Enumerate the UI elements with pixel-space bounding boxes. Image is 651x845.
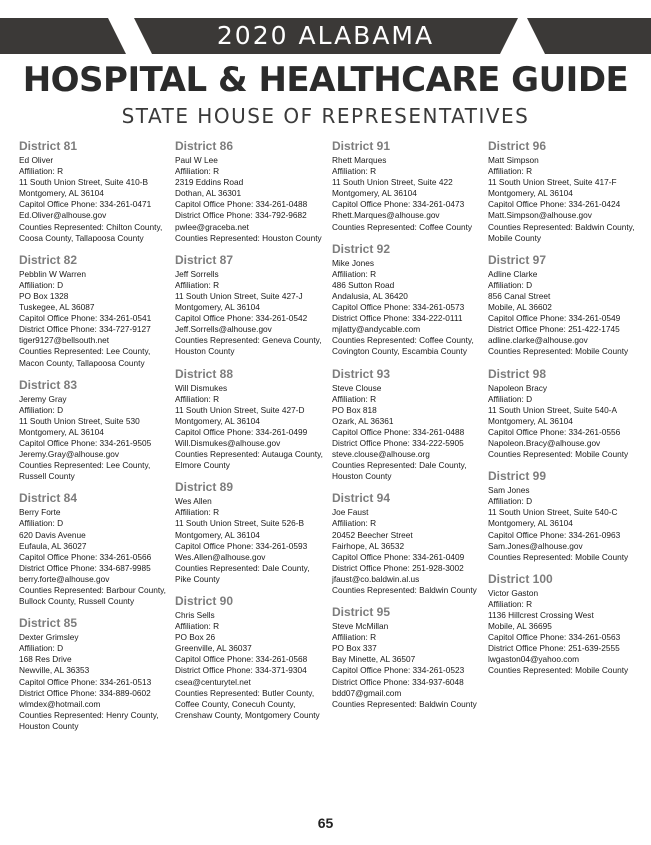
district-detail-line: Capitol Office Phone: 334-261-0523 xyxy=(332,665,465,676)
district-listing xyxy=(19,139,644,819)
district-column xyxy=(19,139,169,741)
district-entry xyxy=(19,139,169,244)
district-detail-line: Counties Represented: Lee County, Russell County xyxy=(19,460,151,482)
district-entry xyxy=(488,572,638,677)
district-entry xyxy=(332,367,482,483)
district-detail-line: Capitol Office Phone: 334-261-0513 xyxy=(19,676,152,687)
district-detail-line: 11 South Union Street, Suite 427-D xyxy=(175,404,305,415)
email-address[interactable]: Will.Dismukes@alhouse.gov xyxy=(175,437,281,448)
district-detail-line: Affiliation: D xyxy=(488,496,533,507)
district-detail-line: Affiliation: R xyxy=(175,279,220,290)
district-detail-line: Montgomery, AL 36104 xyxy=(175,529,260,540)
district-detail-line: Fairhope, AL 36532 xyxy=(332,540,405,551)
district-detail-line: Steve McMillan xyxy=(332,621,389,632)
district-detail-line: Capitol Office Phone: 334-261-0563 xyxy=(488,632,621,643)
district-entry xyxy=(488,139,638,244)
district-detail-line: Joe Faust xyxy=(332,507,369,518)
district-detail-line: Counties Represented: Butler County, Coffee County, Conecuh County, Crenshaw County, Montgomery County xyxy=(175,687,320,720)
district-detail-line: Counties Represented: Mobile County xyxy=(488,346,629,357)
district-detail-line: 11 South Union Street, Suite 417-F xyxy=(488,177,617,188)
district-entry xyxy=(332,491,482,596)
district-detail-line: Counties Represented: Geneva County, Houston County xyxy=(175,335,322,357)
district-detail-line: Chris Sells xyxy=(175,610,215,620)
district-detail-line: Counties Represented: Dale County, Pike County xyxy=(175,562,310,584)
district-detail-line: Wes Allen xyxy=(175,496,212,507)
email-address[interactable]: adline.clarke@alhouse.gov xyxy=(488,335,588,346)
district-detail-line: Counties Represented: Baldwin County xyxy=(332,698,477,709)
district-detail-line: Capitol Office Phone: 334-261-0541 xyxy=(19,313,152,324)
district-title: District 93 xyxy=(332,366,391,381)
district-title: District 85 xyxy=(19,616,78,631)
district-detail-line: Capitol Office Phone: 334-261-0566 xyxy=(19,551,152,562)
district-detail-line: Bay Minette, AL 36507 xyxy=(332,654,416,665)
district-detail-line: Affiliation: D xyxy=(488,279,533,290)
district-detail-line: Capitol Office Phone: 334-261-0473 xyxy=(332,199,465,210)
district-detail-line: Counties Represented: Baldwin County, Mobile County xyxy=(488,221,635,243)
district-detail-line: PO Box 337 xyxy=(332,643,377,654)
district-entry xyxy=(488,367,638,461)
district-detail-line: Victor Gaston xyxy=(488,587,539,598)
district-entry xyxy=(19,491,169,607)
district-detail-line: 20452 Beecher Street xyxy=(332,529,413,540)
district-detail-line: 11 South Union Street, Suite 422 xyxy=(332,177,453,188)
district-detail-line: Affiliation: D xyxy=(19,279,64,290)
district-title: District 94 xyxy=(332,491,391,506)
district-detail-line: Counties Represented: Baldwin County xyxy=(332,585,477,595)
district-detail-line: 11 South Union Street, Suite 540-A xyxy=(488,404,617,415)
district-detail-line: Montgomery, AL 36104 xyxy=(175,302,260,313)
district-detail-line: Ozark, AL 36361 xyxy=(332,415,394,426)
district-detail-line: Mike Jones xyxy=(332,257,374,268)
district-detail-line: Capitol Office Phone: 334-261-0573 xyxy=(332,302,465,313)
district-detail-line: Capitol Office Phone: 334-261-0963 xyxy=(488,529,621,540)
page-number: 65 xyxy=(317,815,334,831)
district-detail-line: District Office Phone: 334-889-0602 xyxy=(19,687,151,698)
district-detail-line: Tuskegee, AL 36087 xyxy=(19,302,95,313)
district-detail-line: Affiliation: D xyxy=(19,404,64,415)
district-detail-line: 486 Sutton Road xyxy=(332,279,395,290)
district-detail-line: Montgomery, AL 36104 xyxy=(488,188,573,199)
district-detail-line: Counties Represented: Henry County, Houston County xyxy=(19,709,159,731)
district-detail-line: PO Box 26 xyxy=(175,632,216,643)
district-detail-line: Rhett Marques xyxy=(332,155,387,165)
district-detail-line: District Office Phone: 251-928-3002 xyxy=(332,562,464,573)
district-detail-line: Capitol Office Phone: 334-261-0542 xyxy=(175,313,308,324)
district-detail-line: Steve Clouse xyxy=(332,382,382,393)
district-column xyxy=(488,139,638,686)
district-detail-line: PO Box 818 xyxy=(332,404,377,415)
district-detail-line: Eufaula, AL 36027 xyxy=(19,540,87,551)
district-detail-line: District Office Phone: 334-937-6048 xyxy=(332,676,464,687)
district-detail-line: Andalusia, AL 36420 xyxy=(332,290,408,301)
district-entry xyxy=(175,594,325,721)
district-detail-line: Mobile, AL 36695 xyxy=(488,621,552,632)
district-detail-line: Mobile, AL 36602 xyxy=(488,302,552,313)
district-detail-line: Dothan, AL 36301 xyxy=(175,188,242,199)
district-detail-line: 11 South Union Street, Suite 526-B xyxy=(175,518,304,529)
district-entry xyxy=(332,605,482,710)
district-detail-line: Montgomery, AL 36104 xyxy=(175,415,260,426)
district-title: District 88 xyxy=(175,366,234,381)
district-detail-line: Counties Represented: Dale County, Houston County xyxy=(332,460,467,482)
email-address[interactable]: Jeff.Sorrells@alhouse.gov xyxy=(175,324,272,335)
district-detail-line: Affiliation: R xyxy=(488,598,533,609)
district-detail-line: Capitol Office Phone: 334-261-9505 xyxy=(19,437,152,448)
district-detail-line: Montgomery, AL 36104 xyxy=(488,518,573,529)
email-address[interactable]: lwgaston04@yahoo.com xyxy=(488,654,579,665)
district-detail-line: 620 Davis Avenue xyxy=(19,529,86,540)
email-address[interactable]: Sam.Jones@alhouse.gov xyxy=(488,540,583,551)
district-title: District 95 xyxy=(332,605,391,620)
district-detail-line: Affiliation: R xyxy=(332,518,377,529)
district-detail-line: Will Dismukes xyxy=(175,382,228,393)
district-detail-line: 1136 Hillcrest Crossing West xyxy=(488,610,594,620)
district-detail-line: 2319 Eddins Road xyxy=(175,177,244,188)
email-address[interactable]: bdd07@gmail.com xyxy=(332,687,402,698)
district-detail-line: Capitol Office Phone: 334-261-0568 xyxy=(175,654,308,665)
district-detail-line: District Office Phone: 334-222-5905 xyxy=(332,437,464,448)
district-detail-line: District Office Phone: 251-639-2555 xyxy=(488,643,620,654)
district-detail-line: Greenville, AL 36037 xyxy=(175,643,252,654)
district-entry xyxy=(19,253,169,369)
header-banner xyxy=(0,18,651,54)
district-entry xyxy=(175,253,325,358)
district-title: District 83 xyxy=(19,377,78,392)
district-column xyxy=(332,139,482,719)
district-title: District 91 xyxy=(332,139,391,153)
email-address[interactable]: Jeremy.Gray@alhouse.gov xyxy=(19,449,120,460)
district-detail-line: Berry Forte xyxy=(19,507,61,518)
district-detail-line: Affiliation: R xyxy=(175,621,220,632)
district-detail-line: Montgomery, AL 36104 xyxy=(19,188,104,199)
district-detail-line: Napoleon Bracy xyxy=(488,382,548,393)
email-address[interactable]: tiger9127@bellsouth.net xyxy=(19,335,110,346)
district-detail-line: Affiliation: D xyxy=(488,393,533,404)
district-column xyxy=(175,139,325,730)
district-detail-line: District Office Phone: 334-222-0111 xyxy=(332,313,463,324)
district-detail-line: Matt Simpson xyxy=(488,155,539,165)
district-title: District 100 xyxy=(488,571,553,586)
district-detail-line: Affiliation: R xyxy=(175,507,220,518)
district-detail-line: Affiliation: R xyxy=(175,393,220,404)
district-title: District 90 xyxy=(175,594,234,608)
district-detail-line: Affiliation: R xyxy=(332,393,377,404)
district-title: District 98 xyxy=(488,366,547,381)
district-entry xyxy=(175,367,325,472)
district-title: District 87 xyxy=(175,252,234,267)
district-detail-line: Adline Clarke xyxy=(488,268,538,279)
district-detail-line: Capitol Office Phone: 334-261-0593 xyxy=(175,540,308,551)
district-detail-line: Pebblin W Warren xyxy=(19,268,87,279)
district-detail-line: Affiliation: R xyxy=(488,166,533,177)
district-entry xyxy=(175,139,325,244)
email-address[interactable]: Wes.Allen@alhouse.gov xyxy=(175,551,266,562)
email-address[interactable]: jfaust@co.baldwin.al.us xyxy=(332,573,420,584)
district-detail-line: Jeff Sorrells xyxy=(175,268,219,279)
district-title: District 99 xyxy=(488,469,547,484)
district-title: District 86 xyxy=(175,139,234,153)
district-detail-line: Affiliation: R xyxy=(19,166,64,177)
district-detail-line: Newville, AL 36353 xyxy=(19,665,90,676)
district-title: District 81 xyxy=(19,139,78,153)
district-entry xyxy=(488,253,638,358)
district-detail-line: Ed Oliver xyxy=(19,155,54,165)
district-detail-line: 168 Res Drive xyxy=(19,654,72,665)
district-detail-line: Capitol Office Phone: 334-261-0488 xyxy=(332,426,465,437)
district-detail-line: District Office Phone: 334-727-9127 xyxy=(19,324,151,335)
district-detail-line: Paul W Lee xyxy=(175,155,218,165)
district-detail-line: Capitol Office Phone: 334-261-0424 xyxy=(488,199,621,210)
email-address[interactable]: Ed.Oliver@alhouse.gov xyxy=(19,210,107,221)
district-detail-line: Capitol Office Phone: 334-261-0499 xyxy=(175,426,308,437)
district-title: District 96 xyxy=(488,139,547,153)
district-title: District 89 xyxy=(175,480,234,495)
district-entry xyxy=(332,139,482,233)
district-entry xyxy=(332,242,482,358)
district-detail-line: District Office Phone: 334-792-9682 xyxy=(175,210,307,221)
district-entry xyxy=(488,469,638,563)
district-detail-line: 11 South Union Street, Suite 427-J xyxy=(175,290,303,301)
district-detail-line: Counties Represented: Barbour County, Bullock County, Russell County xyxy=(19,585,166,607)
district-detail-line: Affiliation: D xyxy=(19,643,64,654)
email-address[interactable]: Napoleon.Bracy@alhouse.gov xyxy=(488,437,601,448)
district-detail-line: Capitol Office Phone: 334-261-0556 xyxy=(488,426,621,437)
email-address[interactable]: Rhett.Marques@alhouse.gov xyxy=(332,210,440,221)
district-detail-line: Capitol Office Phone: 334-261-0471 xyxy=(19,199,152,210)
district-detail-line: Montgomery, AL 36104 xyxy=(19,426,104,437)
email-address[interactable]: mjlatty@andycable.com xyxy=(332,324,421,335)
district-title: District 92 xyxy=(332,241,391,256)
district-detail-line: Affiliation: D xyxy=(19,518,64,529)
district-detail-line: Counties Represented: Coffee County xyxy=(332,221,473,232)
district-detail-line: PO Box 1328 xyxy=(19,290,69,301)
district-entry xyxy=(175,480,325,585)
district-detail-line: Capitol Office Phone: 334-261-0409 xyxy=(332,551,465,562)
district-detail-line: Counties Represented: Autauga County, Elmore County xyxy=(175,449,323,471)
district-detail-line: Sam Jones xyxy=(488,485,530,496)
district-title: District 84 xyxy=(19,491,78,506)
district-detail-line: Dexter Grimsley xyxy=(19,632,79,643)
banner-title: 2020 ALABAMA xyxy=(216,21,435,50)
district-detail-line: Counties Represented: Chilton County, Coosa County, Tallapoosa County xyxy=(19,221,163,243)
district-detail-line: Capitol Office Phone: 334-261-0549 xyxy=(488,313,621,324)
email-address[interactable]: wlmdex@hotmail.com xyxy=(19,698,101,709)
district-detail-line: Affiliation: R xyxy=(175,166,220,177)
email-address[interactable]: csea@centurytel.net xyxy=(175,676,251,687)
district-entry xyxy=(19,378,169,483)
district-detail-line: 11 South Union Street, Suite 410-B xyxy=(19,177,148,188)
district-detail-line: District Office Phone: 334-371-9304 xyxy=(175,665,307,676)
district-detail-line: Counties Represented: Lee County, Macon County, Tallapoosa County xyxy=(19,346,151,368)
page-title: HOSPITAL & HEALTHCARE GUIDE xyxy=(22,60,629,100)
district-detail-line: 11 South Union Street, Suite 530 xyxy=(19,415,140,426)
district-entry xyxy=(19,616,169,732)
district-detail-line: Counties Represented: Mobile County xyxy=(488,665,629,676)
district-detail-line: 11 South Union Street, Suite 540-C xyxy=(488,507,618,518)
district-detail-line: Affiliation: R xyxy=(332,166,377,177)
district-detail-line: Montgomery, AL 36104 xyxy=(488,415,573,426)
district-detail-line: District Office Phone: 334-687-9985 xyxy=(19,562,151,573)
district-detail-line: Counties Represented: Houston County xyxy=(175,232,322,243)
district-detail-line: Montgomery, AL 36104 xyxy=(332,188,417,199)
district-title: District 82 xyxy=(19,252,78,267)
email-address[interactable]: steve.clouse@alhouse.org xyxy=(332,449,430,460)
email-address[interactable]: pwlee@graceba.net xyxy=(175,221,249,232)
district-detail-line: Affiliation: R xyxy=(332,632,377,643)
district-detail-line: Counties Represented: Mobile County xyxy=(488,449,629,460)
district-detail-line: Affiliation: R xyxy=(332,268,377,279)
email-address[interactable]: Matt.Simpson@alhouse.gov xyxy=(488,210,592,221)
district-title: District 97 xyxy=(488,252,547,267)
district-detail-line: Jeremy Gray xyxy=(19,393,67,404)
district-detail-line: Capitol Office Phone: 334-261-0488 xyxy=(175,199,308,210)
district-detail-line: District Office Phone: 251-422-1745 xyxy=(488,324,620,335)
district-detail-line: Counties Represented: Coffee County, Covington County, Escambia County xyxy=(332,335,474,357)
email-address[interactable]: berry.forte@alhouse.gov xyxy=(19,573,110,584)
district-detail-line: 856 Canal Street xyxy=(488,290,551,301)
page-subtitle: STATE HOUSE OF REPRESENTATIVES xyxy=(121,104,530,128)
district-detail-line: Counties Represented: Mobile County xyxy=(488,551,629,562)
